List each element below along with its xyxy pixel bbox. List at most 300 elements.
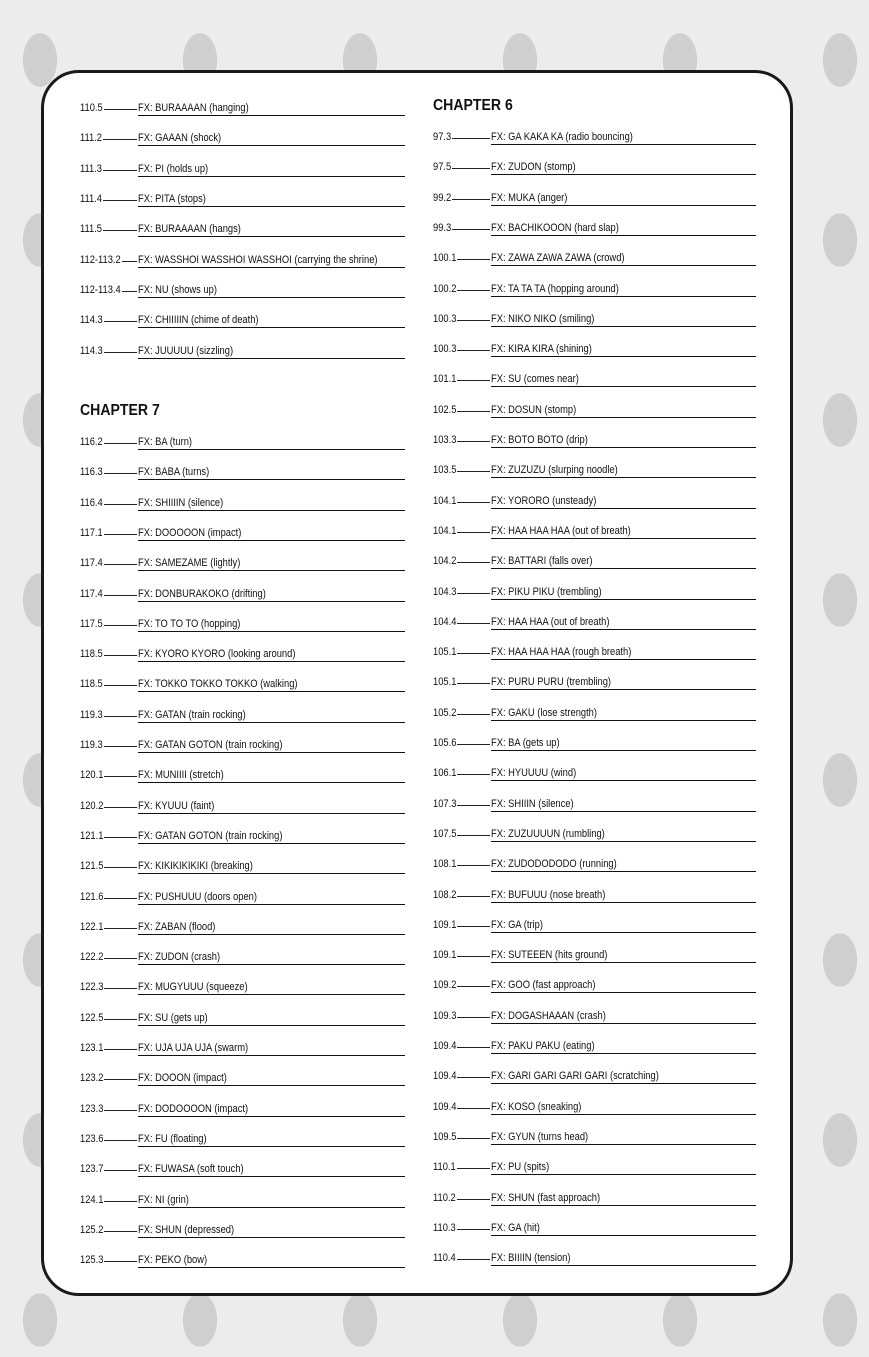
leader-dash: [457, 562, 490, 563]
fx-entry: [433, 948, 756, 968]
leader-dash: [104, 807, 137, 808]
fx-entry: [433, 372, 756, 392]
page-panel-ref: 118.5: [80, 648, 103, 661]
fx-entry: [433, 1251, 756, 1271]
underline-rule: [138, 540, 405, 541]
underline-rule: [491, 1114, 756, 1115]
fx-entry: [433, 312, 756, 332]
leader-dash: [104, 1079, 137, 1080]
page-panel-ref: 114.3: [80, 344, 103, 357]
fx-entry: [433, 766, 756, 786]
fx-translation: FX: YORORO (unsteady): [491, 494, 597, 507]
chapter-heading: CHAPTER 7: [80, 402, 160, 419]
underline-rule: [138, 1237, 405, 1238]
fx-entry: [80, 587, 405, 607]
fx-translation: FX: SUTEEEN (hits ground): [491, 949, 608, 962]
underline-rule: [491, 902, 756, 903]
underline-rule: [491, 1053, 756, 1054]
leader-dash: [457, 774, 490, 775]
underline-rule: [491, 659, 756, 660]
fx-entry: [80, 1223, 405, 1243]
fx-translation: FX: KIRA KIRA (shining): [491, 343, 592, 356]
page-panel-ref: 122.5: [80, 1011, 104, 1024]
fx-translation: FX: ZABAN (flood): [138, 920, 216, 933]
fx-entry: [433, 221, 756, 241]
fx-entry: [80, 799, 405, 819]
fx-entry: [80, 526, 405, 546]
page-panel-ref: 102.5: [433, 403, 457, 416]
fx-translation: FX: ZUDON (stomp): [491, 161, 576, 174]
fx-entry: [80, 677, 405, 697]
leader-dash: [457, 835, 490, 836]
underline-rule: [138, 358, 405, 359]
page-panel-ref: 109.1: [433, 918, 457, 931]
page-panel-ref: 99.2: [433, 191, 452, 204]
fx-translation: FX: MUGYUUU (squeeze): [138, 981, 248, 994]
fx-entry: [433, 706, 756, 726]
underline-rule: [138, 479, 405, 480]
underline-rule: [138, 267, 405, 268]
leader-dash: [457, 805, 490, 806]
underline-rule: [491, 780, 756, 781]
page-panel-ref: 103.5: [433, 464, 457, 477]
fx-translation: FX: ZUDON (crash): [138, 951, 221, 964]
fx-entry: [80, 920, 405, 940]
fx-translation: FX: PURU PURU (trembling): [491, 676, 612, 689]
leader-dash: [104, 625, 137, 626]
page-panel-ref: 118.5: [80, 678, 103, 691]
leader-dash: [457, 1017, 490, 1018]
fx-entry: [80, 101, 405, 121]
underline-rule: [491, 508, 756, 509]
leader-dash: [457, 380, 490, 381]
fx-translation: FX: BACHIKOOON (hard slap): [491, 221, 619, 234]
page-panel-ref: 116.2: [80, 436, 103, 448]
leader-dash: [457, 320, 490, 321]
page-panel-ref: 109.5: [433, 1130, 457, 1143]
fx-translation: FX: JUUUUU (sizzling): [138, 344, 234, 357]
fx-translation: FX: MUKA (anger): [491, 191, 568, 204]
fx-entry: [80, 313, 405, 333]
page-panel-ref: 99.3: [433, 221, 452, 234]
underline-rule: [491, 568, 756, 569]
fx-entry: [80, 192, 405, 212]
fx-translation: FX: PIKU PIKU (trembling): [491, 585, 602, 598]
page-panel-ref: 104.2: [433, 555, 457, 568]
fx-entry: [80, 1162, 405, 1182]
fx-translation: FX: BOTO BOTO (drip): [491, 434, 588, 446]
underline-rule: [491, 992, 756, 993]
leader-dash: [103, 139, 137, 140]
fx-entry: [80, 950, 405, 970]
page-panel-ref: 123.7: [80, 1163, 104, 1176]
leader-dash: [104, 1170, 137, 1171]
chapter-heading: CHAPTER 6: [433, 97, 513, 114]
underline-rule: [491, 296, 756, 297]
fx-entry: [433, 1160, 756, 1180]
page-panel-ref: 117.4: [80, 557, 103, 570]
underline-rule: [491, 326, 756, 327]
leader-dash: [104, 685, 137, 686]
underline-rule: [138, 176, 405, 177]
underline-rule: [138, 964, 405, 965]
page-panel-ref: 111.2: [80, 132, 103, 145]
page-panel-ref: 119.3: [80, 708, 103, 721]
leader-dash: [457, 1108, 490, 1109]
fx-entry: [433, 1069, 756, 1089]
page-panel-ref: 104.1: [433, 494, 457, 507]
underline-rule: [491, 477, 756, 478]
fx-translation: FX: BA (turn): [138, 436, 193, 448]
underline-rule: [491, 417, 756, 418]
fx-entry: [433, 1100, 756, 1120]
leader-dash: [457, 532, 490, 533]
leader-dash: [104, 1140, 137, 1141]
fx-entry: [433, 888, 756, 908]
fx-translation: FX: HAA HAA HAA (rough breath): [491, 646, 632, 659]
page-panel-ref: 105.6: [433, 737, 457, 749]
page-panel-ref: 110.1: [433, 1161, 456, 1174]
fx-entry: [80, 768, 405, 788]
leader-dash: [104, 867, 137, 868]
fx-translation: FX: SU (gets up): [138, 1011, 208, 1024]
underline-rule: [491, 841, 756, 842]
underline-rule: [491, 932, 756, 933]
fx-translation: FX: NIKO NIKO (smiling): [491, 312, 595, 325]
fx-translation: FX: HAA HAA HAA (out of breath): [491, 524, 631, 537]
fx-translation: FX: BURAAAAN (hanging): [138, 102, 249, 114]
underline-rule: [491, 235, 756, 236]
page-panel-ref: 116.4: [80, 496, 103, 509]
fx-entry: [433, 433, 756, 453]
underline-rule: [138, 631, 405, 632]
leader-dash: [457, 1047, 490, 1048]
underline-rule: [138, 510, 405, 511]
fx-entry: [433, 130, 756, 150]
fx-entry: [433, 827, 756, 847]
underline-rule: [138, 327, 405, 328]
page-panel-ref: 111.3: [80, 162, 103, 175]
fx-translation: FX: NU (shows up): [138, 284, 217, 297]
fx-entry: [80, 738, 405, 758]
leader-dash: [457, 411, 490, 412]
fx-entry: [80, 890, 405, 910]
leader-dash: [452, 168, 490, 169]
underline-rule: [491, 1174, 756, 1175]
page-panel-ref: 112-113.2: [80, 253, 121, 266]
page-panel-ref: 109.1: [433, 949, 457, 962]
page-panel-ref: 121.6: [80, 890, 104, 903]
fx-entry: [433, 494, 756, 514]
fx-entry: [433, 1191, 756, 1211]
fx-entry: [433, 1009, 756, 1029]
fx-translation: FX: PEKO (bow): [138, 1254, 208, 1267]
leader-dash: [104, 958, 137, 959]
leader-dash: [104, 504, 137, 505]
leader-dash: [457, 290, 490, 291]
fx-translation: FX: GATAN GOTON (train rocking): [138, 739, 283, 751]
fx-entry: [433, 675, 756, 695]
underline-rule: [138, 843, 405, 844]
page-panel-ref: 110.4: [433, 1252, 456, 1265]
fx-translation: FX: MUNIIII (stretch): [138, 769, 224, 782]
fx-translation: FX: GYUN (turns head): [491, 1130, 589, 1143]
underline-rule: [138, 661, 405, 662]
underline-rule: [138, 297, 405, 298]
leader-dash: [104, 746, 137, 747]
leader-dash: [103, 170, 137, 171]
leader-dash: [457, 441, 490, 442]
page-panel-ref: 100.3: [433, 343, 457, 356]
underline-rule: [138, 1025, 405, 1026]
fx-translation: FX: BUFUUU (nose breath): [491, 888, 606, 901]
underline-rule: [491, 1265, 756, 1266]
leader-dash: [104, 534, 137, 535]
page-panel-ref: 123.2: [80, 1072, 104, 1085]
fx-entry: [80, 1193, 405, 1213]
page-panel-ref: 100.1: [433, 252, 457, 265]
fx-entry: [433, 463, 756, 483]
page-panel-ref: 116.3: [80, 466, 103, 479]
fx-translation: FX: ZUZUZU (slurping noodle): [491, 464, 618, 477]
page-panel-ref: 123.3: [80, 1102, 104, 1115]
fx-translation: FX: DOOOOON (impact): [138, 526, 242, 539]
fx-translation: FX: DONBURAKOKO (drifting): [138, 587, 266, 600]
fx-translation: FX: GA (hit): [491, 1221, 540, 1234]
page-panel-ref: 106.1: [433, 767, 457, 780]
underline-rule: [138, 145, 405, 146]
fx-translation: FX: GATAN GOTON (train rocking): [138, 829, 283, 842]
leader-dash: [104, 837, 137, 838]
underline-rule: [491, 1205, 756, 1206]
page-panel-ref: 122.3: [80, 981, 104, 994]
leader-dash: [452, 229, 490, 230]
leader-dash: [457, 926, 490, 927]
underline-rule: [138, 873, 405, 874]
underline-rule: [491, 689, 756, 690]
leader-dash: [104, 321, 137, 322]
underline-rule: [138, 1176, 405, 1177]
fx-entry: [80, 1011, 405, 1031]
leader-dash: [104, 1261, 137, 1262]
leader-dash: [457, 350, 490, 351]
fx-entry: [433, 1039, 756, 1059]
leader-dash: [457, 259, 490, 260]
fx-translation: FX: GATAN (train rocking): [138, 708, 246, 721]
fx-translation: FX: BURAAAAN (hangs): [138, 223, 241, 236]
page-panel-ref: 105.1: [433, 646, 457, 659]
fx-translation: FX: ZAWA ZAWA ZAWA (crowd): [491, 252, 625, 265]
fx-entry: [80, 131, 405, 151]
fx-entry: [80, 253, 405, 273]
fx-entry: [433, 251, 756, 271]
underline-rule: [491, 144, 756, 145]
leader-dash: [457, 1259, 490, 1260]
underline-rule: [138, 449, 405, 450]
page-panel-ref: 122.1: [80, 920, 104, 933]
leader-dash: [104, 352, 137, 353]
fx-translation: FX: GOO (fast approach): [491, 979, 596, 992]
underline-rule: [491, 871, 756, 872]
fx-translation: FX: DOGASHAAAN (crash): [491, 1009, 606, 1022]
fx-translation: FX: GA (trip): [491, 918, 543, 931]
leader-dash: [457, 683, 490, 684]
fx-entry: [433, 857, 756, 877]
underline-rule: [138, 934, 405, 935]
page-panel-ref: 109.2: [433, 979, 457, 992]
fx-translation: FX: BATTARI (falls over): [491, 555, 593, 568]
fx-translation: FX: HYUUUU (wind): [491, 767, 577, 780]
page-panel-ref: 117.4: [80, 587, 103, 600]
leader-dash: [457, 593, 490, 594]
fx-translation: FX: FU (floating): [138, 1132, 207, 1145]
leader-dash: [104, 928, 137, 929]
underline-rule: [138, 236, 405, 237]
leader-dash: [104, 473, 137, 474]
fx-entry: [80, 556, 405, 576]
fx-entry: [80, 344, 405, 364]
page-panel-ref: 110.5: [80, 102, 103, 114]
leader-dash: [104, 1110, 137, 1111]
leader-dash: [457, 865, 490, 866]
page-panel-ref: 121.1: [80, 829, 104, 842]
page-panel-ref: 105.1: [433, 676, 457, 689]
leader-dash: [457, 502, 490, 503]
fx-translation: FX: SAMEZAME (lightly): [138, 557, 241, 570]
leader-dash: [457, 956, 490, 957]
underline-rule: [138, 1146, 405, 1147]
fx-entry: [433, 524, 756, 544]
fx-entry: [80, 617, 405, 637]
fx-translation: FX: TA TA TA (hopping around): [491, 282, 619, 295]
fx-entry: [80, 980, 405, 1000]
fx-entry: [433, 585, 756, 605]
leader-dash: [103, 200, 137, 201]
fx-entry: [433, 282, 756, 302]
fx-translation: FX: KIKIKIKIKIKI (breaking): [138, 860, 253, 873]
leader-dash: [457, 986, 490, 987]
underline-rule: [491, 1023, 756, 1024]
underline-rule: [138, 206, 405, 207]
leader-dash: [457, 1229, 490, 1230]
leader-dash: [457, 623, 490, 624]
fx-translation: FX: UJA UJA UJA (swarm): [138, 1042, 249, 1054]
page-panel-ref: 123.6: [80, 1132, 104, 1145]
fx-translation: FX: KYUUU (faint): [138, 799, 215, 812]
page-panel-ref: 112-113.4: [80, 284, 121, 297]
fx-translation: FX: FUWASA (soft touch): [138, 1163, 244, 1176]
fx-entry: [433, 918, 756, 938]
fx-translation: FX: GA KAKA KA (radio bouncing): [491, 131, 633, 143]
page-panel-ref: 125.3: [80, 1254, 104, 1267]
fx-translation: FX: DODOOOON (impact): [138, 1102, 249, 1115]
fx-entry: [433, 1221, 756, 1241]
fx-entry: [433, 1130, 756, 1150]
fx-entry: [433, 342, 756, 362]
page-panel-ref: 109.4: [433, 1040, 457, 1052]
page-panel-ref: 97.3: [433, 131, 452, 143]
underline-rule: [491, 265, 756, 266]
fx-entry: [433, 645, 756, 665]
fx-translation: FX: SHIIIIN (silence): [138, 496, 224, 509]
fx-translation: FX: WASSHOI WASSHOI WASSHOI (carrying the shrine): [138, 253, 378, 266]
fx-entry: [80, 708, 405, 728]
fx-entry: [433, 978, 756, 998]
fx-entry: [80, 496, 405, 516]
leader-dash: [457, 471, 490, 472]
underline-rule: [491, 720, 756, 721]
leader-dash: [122, 291, 137, 292]
underline-rule: [491, 1083, 756, 1084]
leader-dash: [457, 896, 490, 897]
underline-rule: [138, 752, 405, 753]
page-panel-ref: 117.1: [80, 526, 103, 539]
leader-dash: [104, 109, 137, 110]
fx-translation: FX: PI (holds up): [138, 162, 209, 175]
page-panel-ref: 103.3: [433, 434, 457, 446]
underline-rule: [138, 1267, 405, 1268]
fx-translation: FX: BIIIIN (tension): [491, 1252, 571, 1265]
fx-entry: [433, 736, 756, 756]
leader-dash: [457, 653, 490, 654]
underline-rule: [491, 538, 756, 539]
underline-rule: [138, 1207, 405, 1208]
leader-dash: [104, 564, 137, 565]
underline-rule: [138, 1116, 405, 1117]
fx-entry: [80, 1041, 405, 1061]
underline-rule: [138, 1055, 405, 1056]
leader-dash: [122, 261, 137, 262]
leader-dash: [104, 716, 137, 717]
page-panel-ref: 108.1: [433, 858, 457, 871]
underline-rule: [138, 994, 405, 995]
page-panel-ref: 105.2: [433, 706, 457, 719]
leader-dash: [457, 1077, 490, 1078]
page-panel-ref: 109.3: [433, 1009, 457, 1022]
fx-entry: [80, 647, 405, 667]
underline-rule: [491, 750, 756, 751]
fx-translation: FX: PITA (stops): [138, 193, 206, 206]
leader-dash: [104, 776, 137, 777]
fx-entry: [80, 1132, 405, 1152]
page-panel-ref: 120.1: [80, 769, 104, 782]
page-panel-ref: 120.2: [80, 799, 104, 812]
leader-dash: [452, 138, 490, 139]
underline-rule: [491, 811, 756, 812]
page-panel-ref: 109.4: [433, 1070, 457, 1083]
fx-translation: FX: GARI GARI GARI GARI (scratching): [491, 1070, 659, 1083]
leader-dash: [104, 655, 137, 656]
page-panel-ref: 104.1: [433, 524, 457, 537]
underline-rule: [491, 629, 756, 630]
fx-entry: [433, 160, 756, 180]
underline-rule: [138, 601, 405, 602]
fx-translation: FX: SHIIIN (silence): [491, 797, 574, 810]
underline-rule: [138, 691, 405, 692]
fx-entry: [433, 797, 756, 817]
fx-entry: [80, 222, 405, 242]
fx-translation: FX: ZUDODODODO (running): [491, 858, 617, 871]
underline-rule: [491, 356, 756, 357]
fx-entry: [80, 162, 405, 182]
fx-translation: FX: NI (grin): [138, 1193, 189, 1206]
page-panel-ref: 117.5: [80, 617, 103, 630]
fx-translation: FX: TOKKO TOKKO TOKKO (walking): [138, 678, 298, 691]
underline-rule: [138, 782, 405, 783]
fx-translation: FX: PUSHUUU (doors open): [138, 890, 257, 903]
fx-translation: FX: GAKU (lose strength): [491, 706, 598, 719]
underline-rule: [138, 904, 405, 905]
